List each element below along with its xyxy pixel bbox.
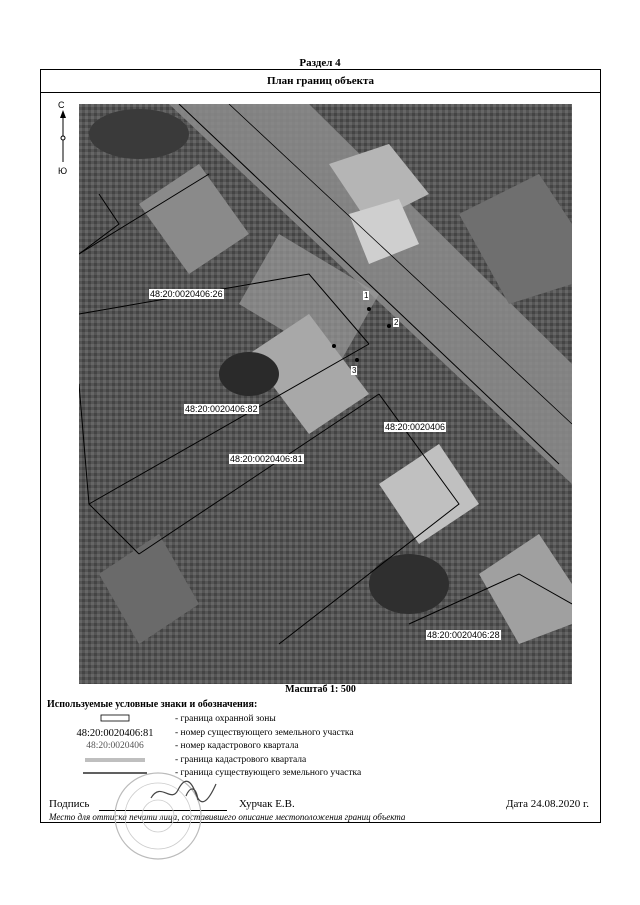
seal-note: Место для оттиска печати лица, составившего описание местоположения границ объекта (49, 812, 406, 822)
legend-text: - номер существующего земельного участка (175, 728, 354, 738)
parcel-label-26: 48:20:0020406:26 (150, 289, 223, 299)
legend-row (41, 741, 600, 754)
legend-symbol-quarter-number: 48:20:0020406 (86, 741, 144, 751)
aerial-map[interactable] (79, 104, 572, 684)
document-date: Дата 24.08.2020 г. (506, 798, 589, 810)
survey-point-3: 3 (352, 366, 357, 375)
legend-text: - граница охранной зоны (175, 714, 276, 724)
plan-header: План границ объекта (41, 70, 600, 93)
map-scale: Масштаб 1: 500 (285, 684, 356, 695)
parcel-label-82: 48:20:0020406:82 (185, 404, 258, 414)
compass-north-label: С (58, 100, 65, 110)
legend-row (41, 714, 600, 727)
legend-text: - граница кадастрового квартала (175, 755, 307, 765)
legend-row (41, 755, 600, 768)
survey-point-1: 1 (364, 291, 369, 300)
north-arrow (55, 100, 71, 180)
north-arrow-icon (57, 110, 69, 166)
legend-row (41, 728, 600, 741)
legend-symbol-security-zone (59, 714, 171, 725)
parcel-label-81: 48:20:0020406:81 (230, 454, 303, 464)
legend-symbol-parcel-number: 48:20:0020406:81 (76, 728, 154, 739)
aerial-photo (79, 104, 572, 684)
compass-south-label: Ю (58, 166, 68, 176)
parcel-label-28: 48:20:0020406:28 (427, 630, 500, 640)
signer-name: Хурчак Е.В. (239, 798, 295, 810)
document-frame (40, 69, 601, 823)
legend-symbol-quarter-boundary (59, 755, 171, 765)
legend-text: - номер кадастрового квартала (175, 741, 299, 751)
legend-text: - граница существующего земельного участка (175, 768, 362, 778)
section-title: Раздел 4 (299, 57, 341, 69)
legend-title: Используемые условные знаки и обозначения: (47, 699, 258, 710)
signature-icon (146, 776, 226, 808)
survey-point-2: 2 (394, 318, 399, 327)
quarter-label: 48:20:0020406 (385, 422, 446, 432)
signature-label: Подпись (49, 798, 90, 810)
